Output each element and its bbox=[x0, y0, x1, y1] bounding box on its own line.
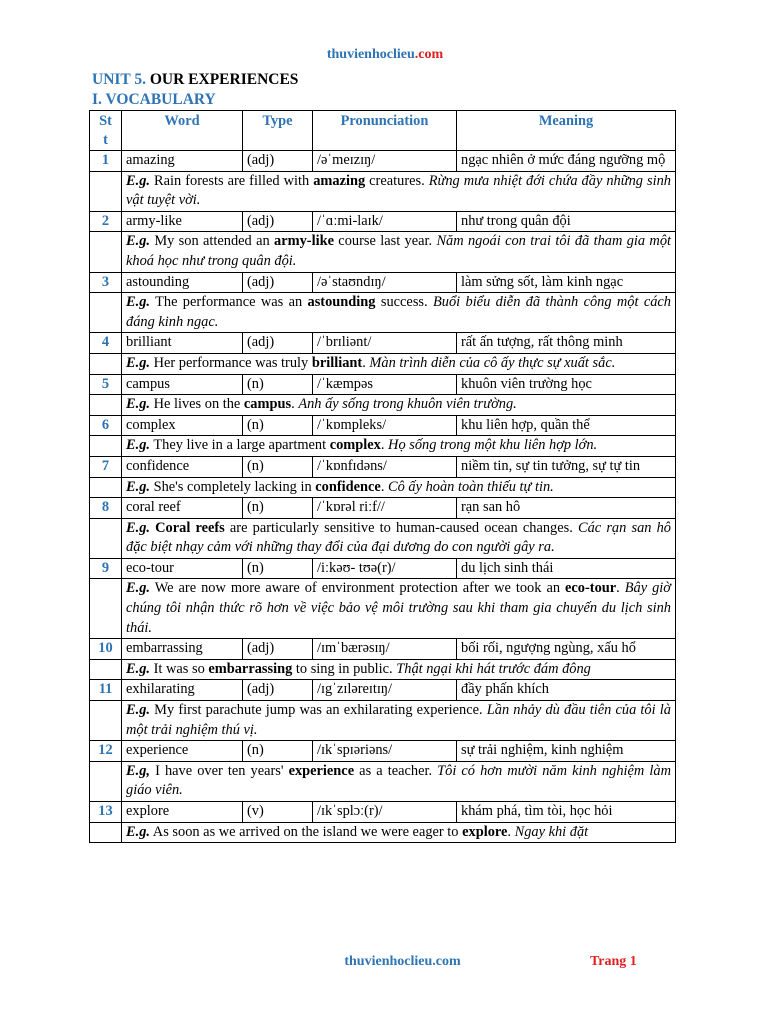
example-keyword: Coral reefs bbox=[155, 519, 225, 536]
example-row bbox=[90, 395, 676, 416]
example-text: They live in a large apartment bbox=[150, 437, 330, 454]
table-row bbox=[90, 374, 676, 395]
meaning-cell: bối rối, ngượng ngùng, xấu hổ bbox=[457, 639, 676, 660]
pronunciation-cell: /əˈstaʊndɪŋ/ bbox=[313, 272, 457, 293]
meaning-cell: ngạc nhiên ở mức đáng ngưỡng mộ bbox=[457, 151, 676, 172]
example-translation: Lần nhảy dù đầu tiên của tôi là một trải nghiệm thú vị. bbox=[126, 702, 671, 738]
meaning-cell: khám phá, tìm tòi, học hỏi bbox=[457, 802, 676, 823]
type-cell: (n) bbox=[243, 456, 313, 477]
row-number: 4 bbox=[90, 333, 122, 354]
table-row bbox=[90, 272, 676, 293]
row-number: 5 bbox=[90, 374, 122, 395]
example-keyword: experience bbox=[288, 762, 355, 779]
vocabulary-body bbox=[90, 151, 676, 843]
example-row bbox=[90, 353, 676, 374]
word-cell: confidence bbox=[122, 456, 243, 477]
pronunciation-cell: /ˈkɒrəl riːf// bbox=[313, 498, 457, 519]
table-row bbox=[90, 415, 676, 436]
example-spacer-cell bbox=[90, 822, 122, 843]
example-spacer-cell bbox=[90, 171, 122, 211]
example-label: E.g. bbox=[126, 702, 150, 719]
meaning-cell: du lịch sinh thái bbox=[457, 558, 676, 579]
type-cell: (adj) bbox=[243, 151, 313, 172]
example-label: E.g, bbox=[126, 762, 150, 779]
example-translation: Anh ấy sống trong khuôn viên trường. bbox=[298, 396, 517, 413]
pronunciation-cell: /ˈkæmpəs bbox=[313, 374, 457, 395]
example-label: E.g. bbox=[126, 580, 150, 597]
example-translation: Bây giờ chúng tôi nhận thức rõ hơn về việc bảo vệ môi trường sau khi tham gia chuyến du lịch sinh thái. bbox=[126, 580, 671, 636]
word-cell: complex bbox=[122, 415, 243, 436]
row-number: 11 bbox=[90, 680, 122, 701]
example-keyword: amazing bbox=[313, 172, 366, 189]
example-sentence bbox=[122, 395, 676, 416]
row-number: 10 bbox=[90, 639, 122, 660]
pronunciation-cell: /əˈmeɪzɪŋ/ bbox=[313, 151, 457, 172]
site-name: thuvienhoclieu bbox=[326, 47, 415, 62]
meaning-cell: rất ấn tượng, rất thông minh bbox=[457, 333, 676, 354]
type-cell: (adj) bbox=[243, 639, 313, 660]
word-cell: brilliant bbox=[122, 333, 243, 354]
example-keyword: explore bbox=[462, 823, 508, 840]
type-cell: (adj) bbox=[243, 272, 313, 293]
meaning-cell: niềm tin, sự tin tưởng, sự tự tin bbox=[457, 456, 676, 477]
type-cell: (n) bbox=[243, 498, 313, 519]
example-sentence bbox=[122, 232, 676, 272]
word-cell: experience bbox=[122, 741, 243, 762]
example-label: E.g. bbox=[126, 437, 150, 454]
example-translation: Họ sống trong một khu liên hợp lớn. bbox=[388, 437, 598, 454]
example-translation: Các rạn san hô đặc biệt nhạy cảm với những thay đổi của đại dương do con người gây ra. bbox=[126, 519, 671, 556]
word-cell: campus bbox=[122, 374, 243, 395]
site-header bbox=[0, 47, 770, 63]
pronunciation-cell: /ɪgˈzɪləreɪtɪŋ/ bbox=[313, 680, 457, 701]
example-text: My son attended an bbox=[150, 233, 275, 250]
example-row bbox=[90, 477, 676, 498]
example-label: E.g. bbox=[126, 660, 150, 677]
word-cell: army-like bbox=[122, 211, 243, 232]
example-spacer-cell bbox=[90, 579, 122, 639]
column-header-word: Word bbox=[122, 111, 243, 151]
pronunciation-cell: /iːkəʊ- tʊə(r)/ bbox=[313, 558, 457, 579]
example-label: E.g. bbox=[126, 172, 150, 189]
example-spacer-cell bbox=[90, 293, 122, 333]
meaning-cell: rạn san hô bbox=[457, 498, 676, 519]
example-row bbox=[90, 822, 676, 843]
table-row bbox=[90, 498, 676, 519]
row-number: 12 bbox=[90, 741, 122, 762]
example-spacer-cell bbox=[90, 659, 122, 680]
example-text: I have over ten years' bbox=[150, 762, 289, 779]
table-row bbox=[90, 333, 676, 354]
example-label: E.g. bbox=[126, 294, 150, 311]
vocabulary-table bbox=[89, 110, 676, 843]
example-spacer-cell bbox=[90, 701, 122, 741]
example-spacer-cell bbox=[90, 436, 122, 457]
example-sentence bbox=[122, 293, 676, 333]
section-title: I. VOCABULARY bbox=[92, 91, 216, 108]
example-text: It was so bbox=[150, 660, 209, 677]
meaning-cell: khuôn viên trường học bbox=[457, 374, 676, 395]
example-text: Her performance was truly bbox=[150, 354, 312, 371]
table-row bbox=[90, 802, 676, 823]
example-text: She's completely lacking in bbox=[150, 478, 316, 495]
example-row bbox=[90, 293, 676, 333]
row-number: 6 bbox=[90, 415, 122, 436]
column-header-type: Type bbox=[243, 111, 313, 151]
word-cell: exhilarating bbox=[122, 680, 243, 701]
example-text: We are now more aware of environment protection after we took an bbox=[150, 580, 566, 597]
example-text: He lives on the bbox=[150, 396, 244, 413]
example-spacer-cell bbox=[90, 761, 122, 801]
type-cell: (n) bbox=[243, 741, 313, 762]
row-number: 3 bbox=[90, 272, 122, 293]
example-row bbox=[90, 232, 676, 272]
example-text: course last year. bbox=[333, 233, 437, 250]
meaning-cell: đầy phấn khích bbox=[457, 680, 676, 701]
table-row bbox=[90, 151, 676, 172]
pronunciation-cell: /ˈbrɪliənt/ bbox=[313, 333, 457, 354]
example-sentence bbox=[122, 477, 676, 498]
column-header-stt: St t bbox=[90, 111, 122, 151]
example-text: The performance was an bbox=[150, 294, 308, 311]
example-keyword: eco-tour bbox=[565, 580, 617, 597]
table-row bbox=[90, 741, 676, 762]
example-keyword: army-like bbox=[274, 233, 334, 250]
example-text: . bbox=[291, 396, 299, 413]
meaning-cell: khu liên hợp, quần thể bbox=[457, 415, 676, 436]
meaning-cell: như trong quân đội bbox=[457, 211, 676, 232]
example-sentence bbox=[122, 436, 676, 457]
table-row bbox=[90, 211, 676, 232]
meaning-cell: sự trải nghiệm, kinh nghiệm bbox=[457, 741, 676, 762]
table-header-row bbox=[90, 111, 676, 151]
example-sentence bbox=[122, 171, 676, 211]
example-sentence bbox=[122, 659, 676, 680]
example-spacer-cell bbox=[90, 232, 122, 272]
row-number: 13 bbox=[90, 802, 122, 823]
table-row bbox=[90, 558, 676, 579]
example-translation: Tôi có hơn mười năm kinh nghiệm làm giáo viên. bbox=[126, 762, 671, 799]
type-cell: (v) bbox=[243, 802, 313, 823]
row-number: 1 bbox=[90, 151, 122, 172]
footer-site: thuvienhoclieu.com bbox=[344, 954, 461, 969]
table-row bbox=[90, 639, 676, 660]
example-row bbox=[90, 579, 676, 639]
example-translation: Rừng mưa nhiệt đới chứa đầy những sinh vật tuyệt vời. bbox=[126, 172, 671, 209]
page-number: Trang 1 bbox=[590, 954, 637, 969]
site-domain: .com bbox=[414, 47, 444, 62]
row-number: 7 bbox=[90, 456, 122, 477]
example-row bbox=[90, 659, 676, 680]
example-text: are particularly sensitive to human-caused ocean changes. bbox=[224, 519, 578, 536]
row-number: 2 bbox=[90, 211, 122, 232]
example-keyword: campus bbox=[243, 396, 292, 413]
row-number: 8 bbox=[90, 498, 122, 519]
example-translation: Màn trình diễn của cô ấy thực sự xuất sắc. bbox=[369, 354, 616, 371]
example-keyword: confidence bbox=[315, 478, 381, 495]
word-cell: astounding bbox=[122, 272, 243, 293]
type-cell: (adj) bbox=[243, 333, 313, 354]
example-label: E.g. bbox=[126, 478, 150, 495]
example-spacer-cell bbox=[90, 518, 122, 558]
type-cell: (adj) bbox=[243, 211, 313, 232]
unit-name: OUR EXPERIENCES bbox=[145, 71, 299, 88]
pronunciation-cell: /ɪkˈsplɔː(r)/ bbox=[313, 802, 457, 823]
example-label: E.g. bbox=[126, 519, 150, 536]
example-translation: Ngay khi đặt bbox=[514, 823, 589, 840]
example-row bbox=[90, 761, 676, 801]
example-text: creatures. bbox=[365, 172, 429, 189]
pronunciation-cell: /ˈɑːmi-laɪk/ bbox=[313, 211, 457, 232]
example-translation: Buổi biểu diễn đã thành công một cách đáng kinh ngạc. bbox=[126, 294, 672, 330]
word-cell: amazing bbox=[122, 151, 243, 172]
example-sentence bbox=[122, 761, 676, 801]
example-translation: Thật ngại khi hát trước đám đông bbox=[396, 660, 591, 677]
example-text: . bbox=[507, 823, 515, 840]
table-row bbox=[90, 456, 676, 477]
example-keyword: embarrassing bbox=[208, 660, 293, 677]
example-keyword: complex bbox=[329, 437, 381, 454]
example-text: My first parachute jump was an exhilarating experience. bbox=[150, 702, 487, 719]
example-label: E.g. bbox=[126, 823, 150, 840]
unit-title bbox=[92, 71, 298, 89]
unit-number: UNIT 5. bbox=[92, 71, 146, 88]
example-text: As soon as we arrived on the island we were eager to bbox=[150, 823, 463, 840]
example-text: as a teacher. bbox=[354, 762, 438, 779]
example-spacer-cell bbox=[90, 477, 122, 498]
word-cell: explore bbox=[122, 802, 243, 823]
example-sentence bbox=[122, 518, 676, 558]
example-text: to sing in public. bbox=[292, 660, 397, 677]
example-row bbox=[90, 518, 676, 558]
column-header-pronunciation: Pronunciation bbox=[313, 111, 457, 151]
column-header-meaning: Meaning bbox=[457, 111, 676, 151]
pronunciation-cell: /ɪkˈspɪəriəns/ bbox=[313, 741, 457, 762]
example-keyword: astounding bbox=[307, 294, 376, 311]
example-label: E.g. bbox=[126, 396, 150, 413]
pronunciation-cell: /ɪmˈbærəsɪŋ/ bbox=[313, 639, 457, 660]
word-cell: embarrassing bbox=[122, 639, 243, 660]
type-cell: (adj) bbox=[243, 680, 313, 701]
meaning-cell: làm sửng sốt, làm kinh ngạc bbox=[457, 272, 676, 293]
example-row bbox=[90, 701, 676, 741]
example-row bbox=[90, 436, 676, 457]
example-row bbox=[90, 171, 676, 211]
example-text: . bbox=[380, 478, 389, 495]
example-sentence bbox=[122, 822, 676, 843]
table-row bbox=[90, 680, 676, 701]
example-text: . bbox=[380, 437, 389, 454]
pronunciation-cell: /ˈkɒmpleks/ bbox=[313, 415, 457, 436]
example-sentence bbox=[122, 701, 676, 741]
example-translation: Năm ngoái con trai tôi đã tham gia một khoá học như trong quân đội. bbox=[126, 233, 672, 269]
type-cell: (n) bbox=[243, 374, 313, 395]
example-text: . bbox=[616, 580, 625, 597]
example-text: . bbox=[362, 354, 370, 371]
word-cell: coral reef bbox=[122, 498, 243, 519]
row-number: 9 bbox=[90, 558, 122, 579]
example-sentence bbox=[122, 579, 676, 639]
example-label: E.g. bbox=[126, 233, 150, 250]
example-translation: Cô ấy hoàn toàn thiếu tự tin. bbox=[388, 478, 554, 495]
example-spacer-cell bbox=[90, 353, 122, 374]
example-keyword: brilliant bbox=[311, 354, 363, 371]
example-spacer-cell bbox=[90, 395, 122, 416]
pronunciation-cell: /ˈkɒnfɪdəns/ bbox=[313, 456, 457, 477]
example-text: Rain forests are filled with bbox=[150, 172, 314, 189]
type-cell: (n) bbox=[243, 415, 313, 436]
example-text: success. bbox=[375, 294, 433, 311]
type-cell: (n) bbox=[243, 558, 313, 579]
example-sentence bbox=[122, 353, 676, 374]
example-label: E.g. bbox=[126, 354, 150, 371]
word-cell: eco-tour bbox=[122, 558, 243, 579]
